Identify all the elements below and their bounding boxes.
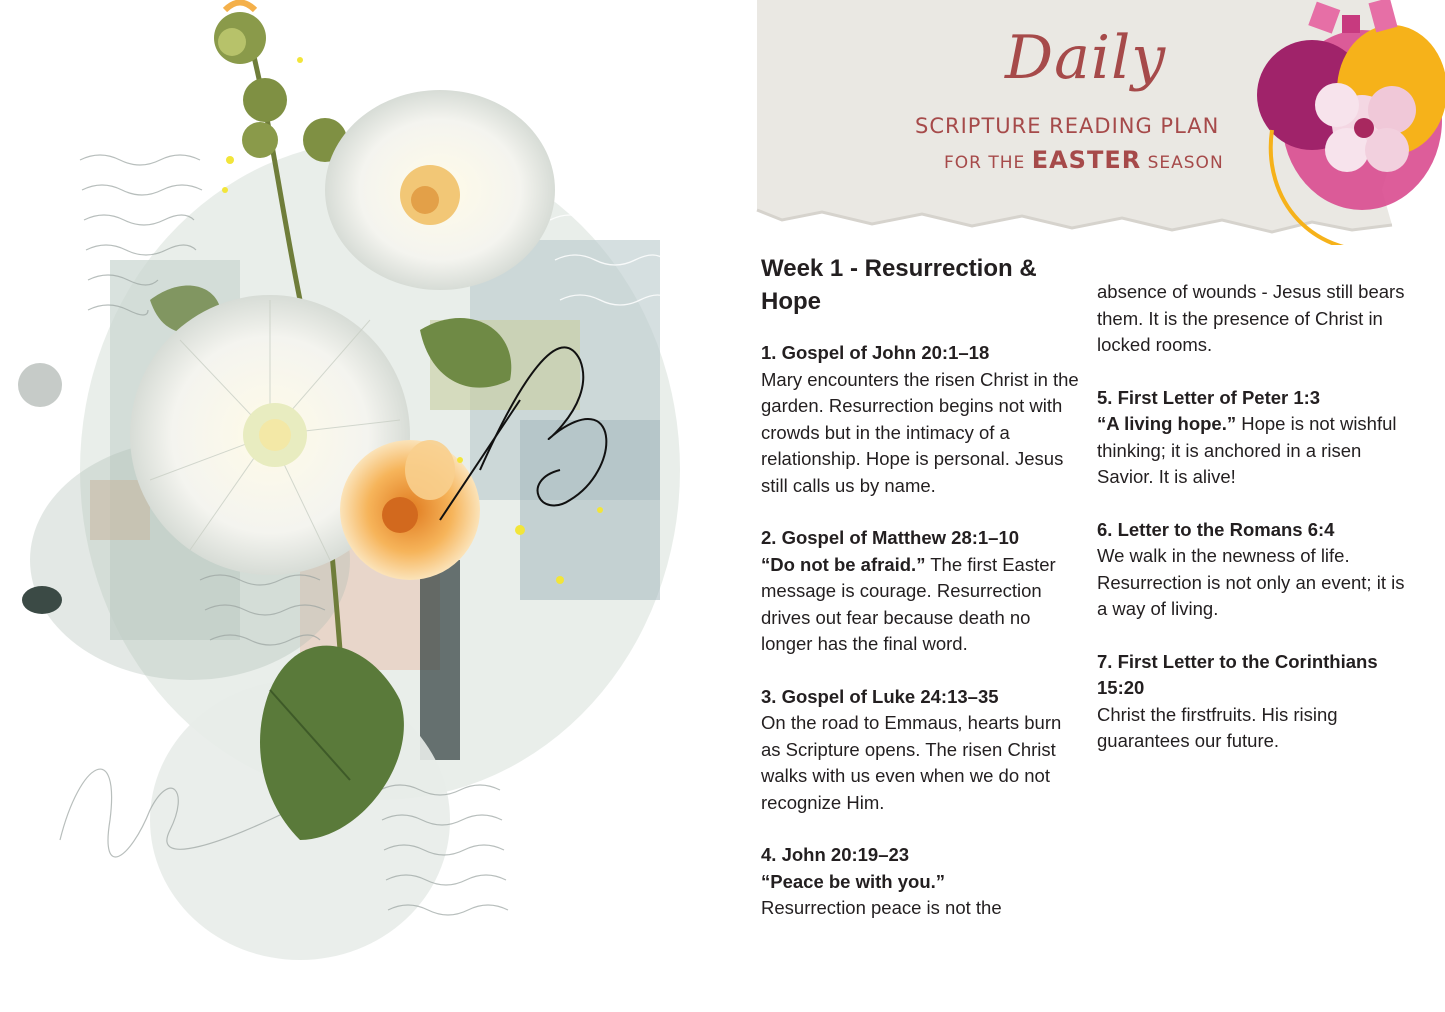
reading-entry — [1097, 385, 1417, 491]
reading-entry-continued — [1097, 279, 1417, 359]
reading-text: Hope is not wishful thinking; it is anchored in a risen Savior. It is alive! — [1097, 413, 1397, 487]
reading-entry — [1097, 517, 1417, 623]
header-title: Daily — [1005, 23, 1167, 93]
subtitle-prefix: FOR THE — [944, 153, 1026, 173]
reading-lead-quote: “Do not be afraid.” — [761, 553, 926, 575]
white-flower-upper — [325, 90, 555, 290]
reading-reference: 1. Gospel of John 20:1–18 — [761, 342, 990, 363]
reading-text: Christ the firstfruits. His rising guarantees our future. — [1097, 703, 1338, 751]
reading-reference: 4. John 20:19–23 — [761, 844, 910, 865]
reading-text: Mary encounters the risen Christ in the garden. Resurrection begins not with crowds but in the intimacy of a relationship. Hope is personal. Jesus still calls us by name. — [761, 368, 1079, 496]
subtitle-suffix: SEASON — [1147, 153, 1224, 173]
reading-text: We walk in the newness of life. Resurrection is not only an event; it is a way of living. — [1097, 545, 1405, 619]
text-column-right — [1097, 279, 1417, 781]
reading-reference: 3. Gospel of Luke 24:13–35 — [761, 685, 999, 707]
reading-entry — [761, 684, 1081, 817]
reading-reference: 5. First Letter of Peter 1:3 — [1097, 386, 1321, 408]
reading-reference: 6. Letter to the Romans 6:4 — [1097, 518, 1335, 540]
reading-lead-quote: “A living hope.” — [1097, 413, 1237, 434]
reading-text: Resurrection peace is not the — [761, 897, 1002, 918]
reading-reference: 7. First Letter to the Corinthians 15:20 — [1097, 650, 1378, 698]
reading-text: On the road to Emmaus, hearts burn as Scripture opens. The risen Christ walks with us even when we do not recognize Him. — [761, 712, 1062, 813]
reading-entry — [1097, 649, 1417, 755]
text-column-left — [761, 252, 1081, 948]
header-subtitle: SCRIPTURE READING PLAN — [915, 114, 1220, 138]
subtitle-emphasis: EASTER — [1031, 146, 1142, 174]
reading-entry — [761, 525, 1081, 658]
header-subtitle-line2 — [944, 146, 1244, 174]
reading-text-continued: absence of wounds - Jesus still bears them. It is the presence of Christ in locked rooms. — [1097, 281, 1405, 355]
reading-entry — [761, 340, 1081, 499]
reading-text: The first Easter message is courage. Resurrection drives out fear because death no longer has the final word. — [761, 553, 1056, 654]
reading-reference: 2. Gospel of Matthew 28:1–10 — [761, 527, 1020, 548]
reading-lead-quote: “Peace be with you.” — [761, 870, 946, 892]
week-title: Week 1 - Resurrection & Hope — [761, 255, 1037, 315]
reading-entry — [761, 842, 1081, 922]
